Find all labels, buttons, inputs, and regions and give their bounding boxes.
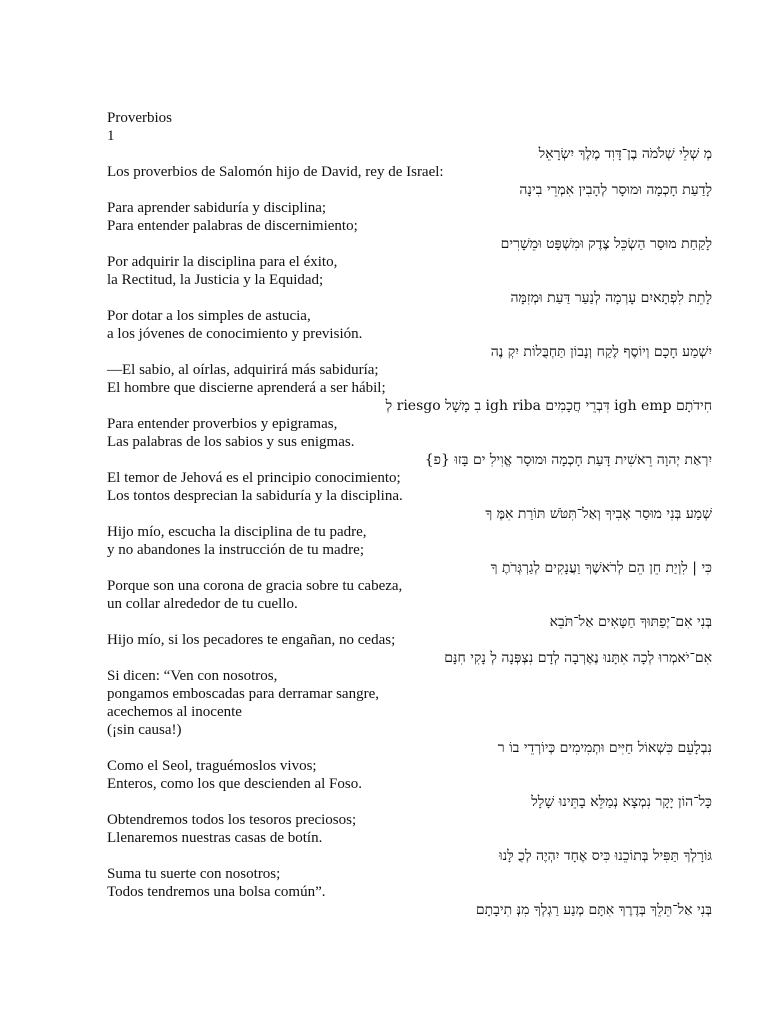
spanish-line: un collar alrededor de tu cuello. xyxy=(107,596,298,612)
spanish-line: Por dotar a los simples de astucia, xyxy=(107,308,311,324)
spanish-line: Enteros, como los que descienden al Foso. xyxy=(107,776,362,792)
hebrew-verse: שְׁמַע בְּנִי מוּסַר אָבִיךָ וְאַל־תִּטֹּשׁ תּוֹרַת אִמֶּ ךָ xyxy=(485,506,712,522)
spanish-line: Suma tu suerte con nosotros; xyxy=(107,866,281,882)
chapter-number: 1 xyxy=(107,128,115,144)
spanish-line: Para entender proverbios y epigramas, xyxy=(107,416,338,432)
hebrew-verse: גּוֹרָלְךָ תַּפִּיל בְּתוֹכֵנוּ כִּיס אֶחָד יִהְיֶה לְכֻ לָּנוּ xyxy=(498,848,712,864)
hebrew-verse: לָתֵת לִפְתָאיִם עָרְמָה לְנַעַר דַּעַת וּמְזִמָּה xyxy=(510,290,712,306)
spanish-line: Obtendremos todos los tesoros preciosos; xyxy=(107,812,357,828)
hebrew-verse: כִּי | לִוְיַת חֵן הֵם לְרֹאשֶׁךָ וַעֲנָקִים לְגַרְגְּרֹתֶ ךָ xyxy=(490,560,712,576)
spanish-line: Hijo mío, si los pecadores te engañan, no cedas; xyxy=(107,632,396,648)
hebrew-verse: מְ שְׁלֵי שְׁלֹמֹה בֶן־דָּוִד מֶלֶךְ יִשְׂרָאֵל xyxy=(538,146,712,162)
hebrew-verse: יִשְׁמַע חָכָם וְיוֹסֶף לֶקַח וְנָבוֹן תַּחְבֻּלוֹת יִקְ נֶה xyxy=(490,344,712,360)
hebrew-verse: בְּנִי אִם־יְפַתּוּךָ חַטָּאִים אַל־תֹּבֵא xyxy=(549,614,712,630)
spanish-line: Las palabras de los sabios y sus enigmas. xyxy=(107,434,355,450)
spanish-line: (¡sin causa!) xyxy=(107,722,182,738)
hebrew-verse: נִבְלָעֵם כִּשְׁאוֹל חַיִּים וּתְמִימִים כְּיוֹרְדֵי בוֹ ר xyxy=(497,740,712,756)
spanish-line: Para entender palabras de discernimiento; xyxy=(107,218,358,234)
hebrew-verse: כָּל־הוֹן יָקָר נִמְצָא נְמַלֵּא בָתֵּינוּ שָׁלָל xyxy=(531,794,712,810)
spanish-line: Porque son una corona de gracia sobre tu cabeza, xyxy=(107,578,403,594)
spanish-line: pongamos emboscadas para derramar sangre, xyxy=(107,686,379,702)
spanish-line: —El sabio, al oírlas, adquirirá más sabiduría; xyxy=(107,362,379,378)
spanish-line: y no abandones la instrucción de tu madre; xyxy=(107,542,365,558)
spanish-line: acechemos al inocente xyxy=(107,704,242,720)
hebrew-verse: לָדַעַת חָכְמָה וּמוּסָר לְהָבִין אִמְרֵי בִינָה xyxy=(519,182,712,198)
hebrew-verse: אִם־יֹאמְרוּ לְכָה אִתָּנוּ נֶאֶרְבָה לְדָם נִצְפְּנָה לְ נָקִי חִנָּם xyxy=(444,650,712,666)
spanish-line: la Rectitud, la Justicia y la Equidad; xyxy=(107,272,324,288)
spanish-line: Si dicen: “Ven con nosotros, xyxy=(107,668,278,684)
spanish-line: Todos tendremos una bolsa común”. xyxy=(107,884,326,900)
spanish-line: El temor de Jehová es el principio conocimiento; xyxy=(107,470,401,486)
book-title: Proverbios xyxy=(107,110,172,126)
spanish-line: Llenaremos nuestras casas de botín. xyxy=(107,830,323,846)
spanish-line: El hombre que discierne aprenderá a ser hábil; xyxy=(107,380,386,396)
hebrew-verse: לָקַחַת מוּסַר הַשְׂכֵּל צֶדֶק וּמִשְׁפָּט וּמֵשָׁרִים xyxy=(500,236,712,252)
spanish-line: Como el Seol, traguémoslos vivos; xyxy=(107,758,317,774)
hebrew-verse: בְּנִי אַל־תֵּלֵךְ בְּדֶרֶךְ אִתָּם מְנַע רַגְלְךָ מִנְּ תִיבָתָם xyxy=(475,902,712,918)
spanish-line: Para aprender sabiduría y disciplina; xyxy=(107,200,327,216)
spanish-line: Hijo mío, escucha la disciplina de tu padre, xyxy=(107,524,367,540)
spanish-line: Los proverbios de Salomón hijo de David, rey de Israel: xyxy=(107,164,444,180)
spanish-line: Los tontos desprecian la sabiduría y la disciplina. xyxy=(107,488,403,504)
spanish-line: a los jóvenes de conocimiento y previsión. xyxy=(107,326,363,342)
spanish-line: Por adquirir la disciplina para el éxito, xyxy=(107,254,338,270)
hebrew-verse: יִרְאַת יְהוָה רֵאשִׁית דָּעַת חָכְמָה וּמוּסָר אֱוִילִ ים בָּזוּ {פ} xyxy=(424,452,712,468)
mixed-garbled-line: חִידֹתָם igh emp דִּבְרֵי חֲכָמִים igh riba בִ מָשָׁל riesgo לְ xyxy=(385,398,712,414)
